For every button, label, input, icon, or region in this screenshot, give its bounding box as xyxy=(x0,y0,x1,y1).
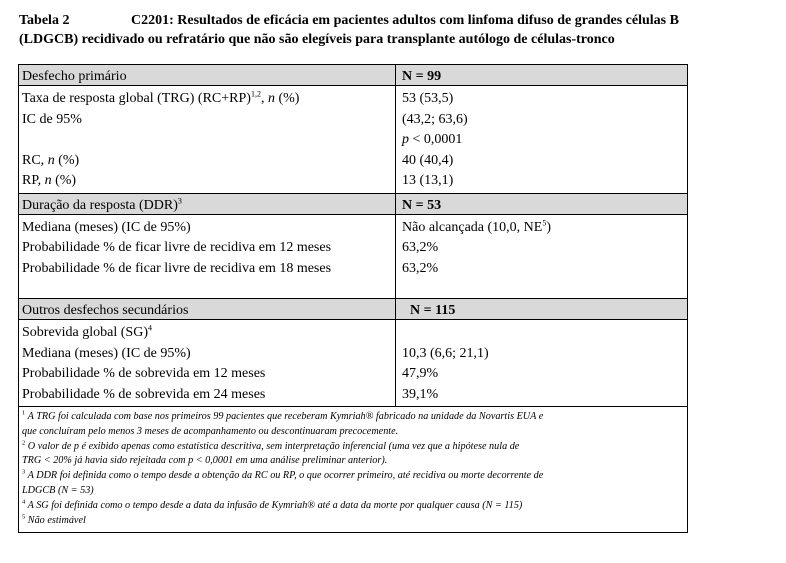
row-value-trg: 53 (53,5) xyxy=(402,91,454,106)
footnote-1: $^1$ A TRG foi calculada com base nos primeiros 99 pacientes que receberam Kymriah® fabricado na unidade da Novartis EUA e xyxy=(22,409,544,422)
row-label: Probabilidade % de sobrevida em 12 meses xyxy=(22,366,266,381)
row-label: Mediana (meses) (IC de 95%) xyxy=(22,219,191,235)
header-n: N = 53 xyxy=(402,197,442,213)
row-label-rc: RC, n (%) xyxy=(22,152,80,168)
header-label: Desfecho primário xyxy=(19,65,396,85)
table-number: Tabela 2 xyxy=(19,13,70,28)
table-caption xyxy=(19,11,779,49)
row-value-ic: (43,2; 63,6) xyxy=(402,111,468,127)
section-body-ddr xyxy=(19,215,687,299)
section-body-secondary xyxy=(19,320,687,406)
row-value-rp: 13 (13,1) xyxy=(402,173,454,188)
row-label: Probabilidade % de sobrevida em 24 meses xyxy=(22,386,266,402)
row-value: 10,3 (6,6; 21,1) xyxy=(402,345,489,361)
row-value: 47,9% xyxy=(402,366,439,381)
row-value: 39,1% xyxy=(402,386,439,402)
row-value: 63,2% xyxy=(402,240,439,255)
footnote-5: $^5$ Não estimável xyxy=(22,513,86,526)
footnote-3-cont: LDGCB (N = 53) xyxy=(22,484,94,496)
section-header-secondary xyxy=(19,298,687,320)
footnote-2: $^2$ O valor de p é exibido apenas como estatística descritiva, sem interpretação inferencial (uma vez que a hipótese nula de xyxy=(22,439,520,452)
row-label-rp: RP, n (%) xyxy=(22,173,77,188)
row-label: Probabilidade % de ficar livre de recidiva em 18 meses xyxy=(22,260,332,276)
row-value-rc: 40 (40,4) xyxy=(402,152,454,168)
header-label: Outros desfechos secundários xyxy=(19,299,396,319)
header-n: N = 99 xyxy=(402,69,442,84)
row-value: Não alcançada (10,0, $NE^5$) xyxy=(402,217,551,235)
footnote-2-cont: TRG < 20% já havia sido rejeitada com p < 0,0001 em uma análise preliminar anterior). xyxy=(22,455,388,467)
row-value: 63,2% xyxy=(402,260,439,276)
caption-line-2: (LDGCB) recidivado ou refratário que não são elegíveis para transplante autólogo de células-tronco xyxy=(19,32,615,47)
footnote-1-cont: que concluíram pelo menos 3 meses de acompanhamento ou descontinuaram precocemente. xyxy=(22,425,399,437)
section-header-ddr xyxy=(19,193,687,215)
row-label: Probabilidade % de ficar livre de recidiva em 12 meses xyxy=(22,240,332,255)
section-body-primary xyxy=(19,86,687,193)
caption-title: C2201: Resultados de eficácia em pacientes adultos com linfoma difuso de grandes células B xyxy=(131,13,679,28)
footnotes xyxy=(19,406,687,532)
footnote-4: $^4$ A SG foi definida como o tempo desde a data da infusão de Kymriah® até a data da morte por qualquer causa (N = 115) xyxy=(22,498,523,511)
row-label: Mediana (meses) (IC de 95%) xyxy=(22,345,191,361)
header-label: Duração da resposta (DDR)$^3$ xyxy=(19,194,396,214)
row-value-p: p < 0,0001 xyxy=(402,132,463,147)
header-n: N = 115 xyxy=(410,303,456,318)
row-label-trg: Taxa de resposta global (TRG) $(RC+RP)^{1,2}$, n (%) xyxy=(22,89,300,106)
row-label-ic: IC de 95% xyxy=(22,111,82,127)
footnote-3: $^3$ A DDR foi definida como o tempo desde a obtenção da RC ou RP, o que ocorrer primeiro, até recidiva ou morte decorrente de xyxy=(22,468,544,482)
section-header-primary xyxy=(19,64,687,86)
caption-line-1 xyxy=(19,11,779,30)
efficacy-table xyxy=(18,64,688,533)
row-label-sg: Sobrevida global (SG)$^4$ xyxy=(22,323,152,340)
